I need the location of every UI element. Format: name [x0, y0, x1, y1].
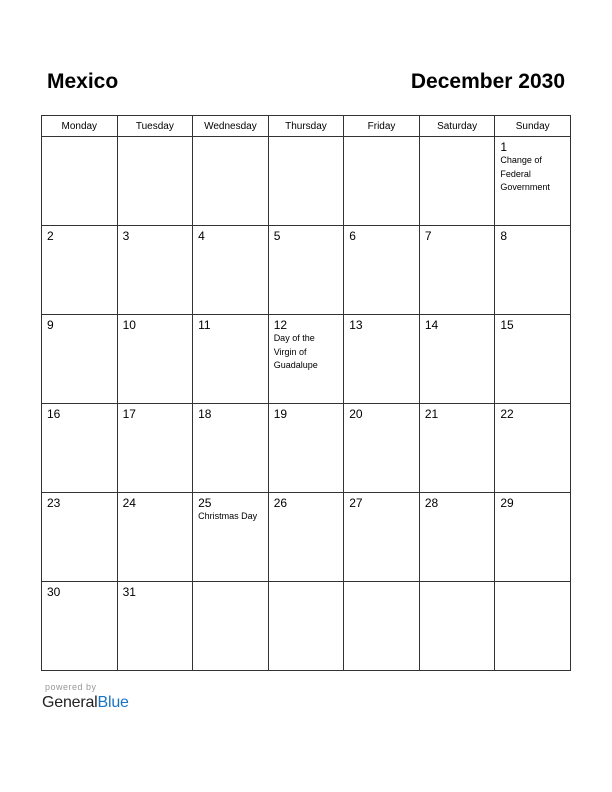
- weekday-header: Monday: [42, 116, 118, 137]
- day-number: 12: [273, 318, 288, 332]
- day-number: 16: [47, 407, 61, 421]
- day-number: 24: [122, 496, 136, 510]
- country-title: Mexico: [47, 70, 119, 93]
- day-cell: [419, 315, 495, 404]
- day-number: 31: [122, 585, 136, 599]
- day-cell: [419, 582, 495, 671]
- weekday-header: Saturday: [419, 116, 495, 137]
- day-cell: [193, 226, 269, 315]
- day-cell: [344, 404, 420, 493]
- day-number: 2: [47, 229, 54, 243]
- day-cell: [42, 137, 118, 226]
- day-number: 6: [349, 229, 356, 243]
- day-cell: [495, 404, 571, 493]
- day-number: 27: [349, 496, 363, 510]
- day-cell: [117, 226, 193, 315]
- day-number: 22: [500, 407, 514, 421]
- day-number: 28: [424, 496, 439, 510]
- day-cell: [344, 315, 420, 404]
- day-number: 15: [500, 318, 514, 332]
- day-cell: [117, 493, 193, 582]
- day-cell: [193, 137, 269, 226]
- day-number: 9: [47, 318, 54, 332]
- day-number: 13: [349, 318, 363, 332]
- day-cell: [419, 137, 495, 226]
- calendar-grid: [41, 115, 571, 671]
- day-cell: [193, 315, 269, 404]
- day-number: 23: [47, 496, 61, 510]
- day-number: 18: [198, 407, 212, 421]
- day-cell: [42, 226, 118, 315]
- day-number: 25: [198, 496, 212, 510]
- day-cell: [495, 315, 571, 404]
- day-cell: [268, 226, 344, 315]
- day-cell: [495, 226, 571, 315]
- day-number: 17: [122, 407, 136, 421]
- day-number: 8: [500, 229, 508, 243]
- day-cell: [495, 582, 571, 671]
- day-number: 19: [273, 407, 288, 421]
- day-cell: [42, 404, 118, 493]
- week-row: [42, 137, 571, 226]
- day-cell: [268, 582, 344, 671]
- day-number: 29: [500, 496, 514, 510]
- day-cell: [42, 582, 118, 671]
- day-cell: [268, 493, 344, 582]
- month-title: December 2030: [410, 70, 565, 93]
- day-number: 20: [349, 407, 363, 421]
- day-cell: [344, 226, 420, 315]
- day-number: 21: [424, 407, 439, 421]
- brand-general: General: [42, 694, 98, 711]
- day-cell: [344, 493, 420, 582]
- holiday-label: Change of Federal Government: [500, 155, 550, 192]
- day-cell: [344, 137, 420, 226]
- day-cell: [268, 315, 344, 404]
- day-cell: [42, 493, 118, 582]
- day-cell: [42, 315, 118, 404]
- day-cell: [419, 404, 495, 493]
- powered-by-text: powered by: [45, 682, 97, 692]
- day-number: 7: [424, 229, 432, 243]
- brand-blue: Blue: [97, 694, 129, 711]
- day-number: 4: [198, 229, 205, 243]
- day-number: 1: [500, 140, 508, 154]
- day-cell: [268, 137, 344, 226]
- holiday-label: Christmas Day: [198, 511, 258, 521]
- day-cell: [117, 137, 193, 226]
- day-number: 14: [424, 318, 439, 332]
- week-row: [42, 493, 571, 582]
- week-row: [42, 226, 571, 315]
- day-number: 10: [122, 318, 136, 332]
- weekday-header: Sunday: [495, 116, 571, 137]
- day-number: 26: [273, 496, 288, 510]
- day-number: 30: [47, 585, 61, 599]
- generalblue-logo[interactable]: [42, 694, 129, 712]
- day-cell: [419, 226, 495, 315]
- day-cell: [193, 404, 269, 493]
- week-row: [42, 404, 571, 493]
- day-number: 3: [122, 229, 130, 243]
- day-cell: [117, 404, 193, 493]
- day-cell: [193, 493, 269, 582]
- day-cell: [193, 582, 269, 671]
- day-number: 11: [198, 318, 211, 332]
- day-cell: [268, 404, 344, 493]
- weekday-header: Thursday: [268, 116, 344, 137]
- day-cell: [495, 137, 571, 226]
- weekday-header: Tuesday: [117, 116, 193, 137]
- day-cell: [419, 493, 495, 582]
- day-number: 5: [273, 229, 281, 243]
- holiday-label: Day of the Virgin of Guadalupe: [273, 333, 318, 370]
- weekday-header: Friday: [344, 116, 420, 137]
- weekday-header: Wednesday: [193, 116, 269, 137]
- day-cell: [344, 582, 420, 671]
- day-cell: [117, 582, 193, 671]
- week-row: [42, 582, 571, 671]
- day-cell: [495, 493, 571, 582]
- weekday-header-row: [42, 116, 571, 137]
- day-cell: [117, 315, 193, 404]
- week-row: [42, 315, 571, 404]
